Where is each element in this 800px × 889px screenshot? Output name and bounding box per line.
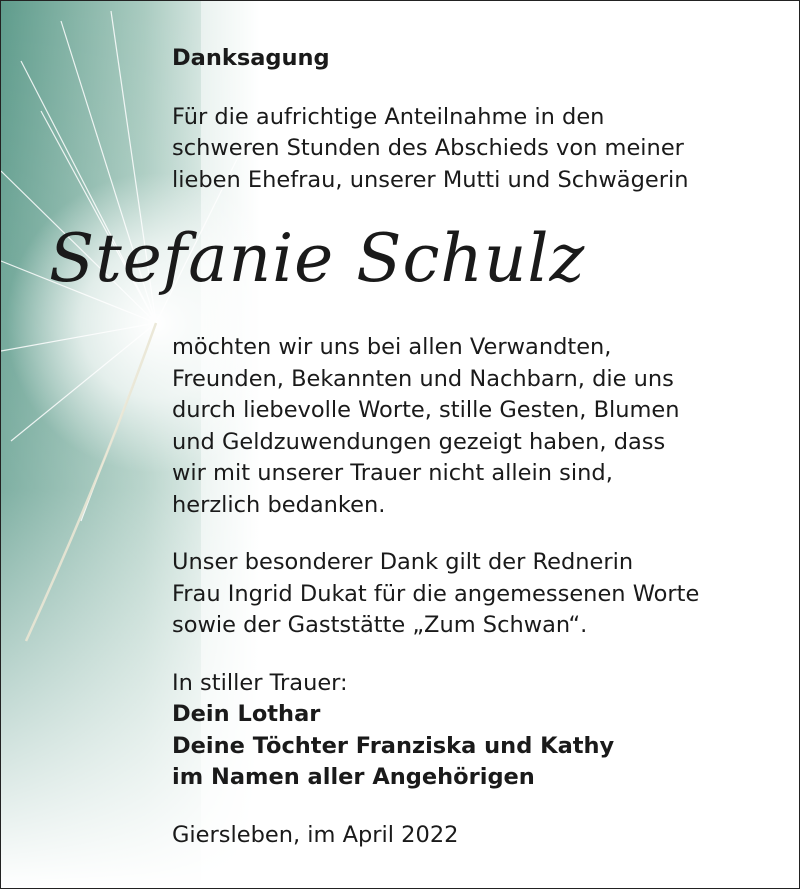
intro-block bbox=[172, 43, 782, 196]
mourner-line: Deine Töchter Franziska und Kathy bbox=[172, 732, 615, 759]
place-date: Giersleben, im April 2022 bbox=[172, 821, 459, 848]
mourner-line: im Namen aller Angehörigen bbox=[172, 764, 535, 790]
thanks-text: möchten wir uns bei allen Verwandten, Freunden, Bekannten und Nachbarn, die uns durch liebevolle Worte, stille Gesten, Blumen und Geldzuwendungen gezeigt haben, dass wir mit unserer Trauer nicht allein sind, herzlich bedanken. bbox=[172, 334, 680, 518]
special-thanks-text: Unser besonderer Dank gilt der Rednerin Frau Ingrid Dukat für die angemessenen Worte sowie der Gaststätte „Zum Schwan“. bbox=[172, 549, 700, 638]
intro-text: Für die aufrichtige Anteilnahme in den schweren Stunden des Abschieds von meiner lieben Ehefrau, unserer Mutti und Schwägerin bbox=[172, 103, 689, 193]
deceased-name: Stefanie Schulz bbox=[49, 220, 586, 297]
page-title: Danksagung bbox=[172, 45, 330, 71]
thanks-block bbox=[172, 332, 782, 851]
mourning-intro: In stiller Trauer: bbox=[172, 669, 348, 696]
mourner-line: Dein Lothar bbox=[172, 701, 321, 727]
